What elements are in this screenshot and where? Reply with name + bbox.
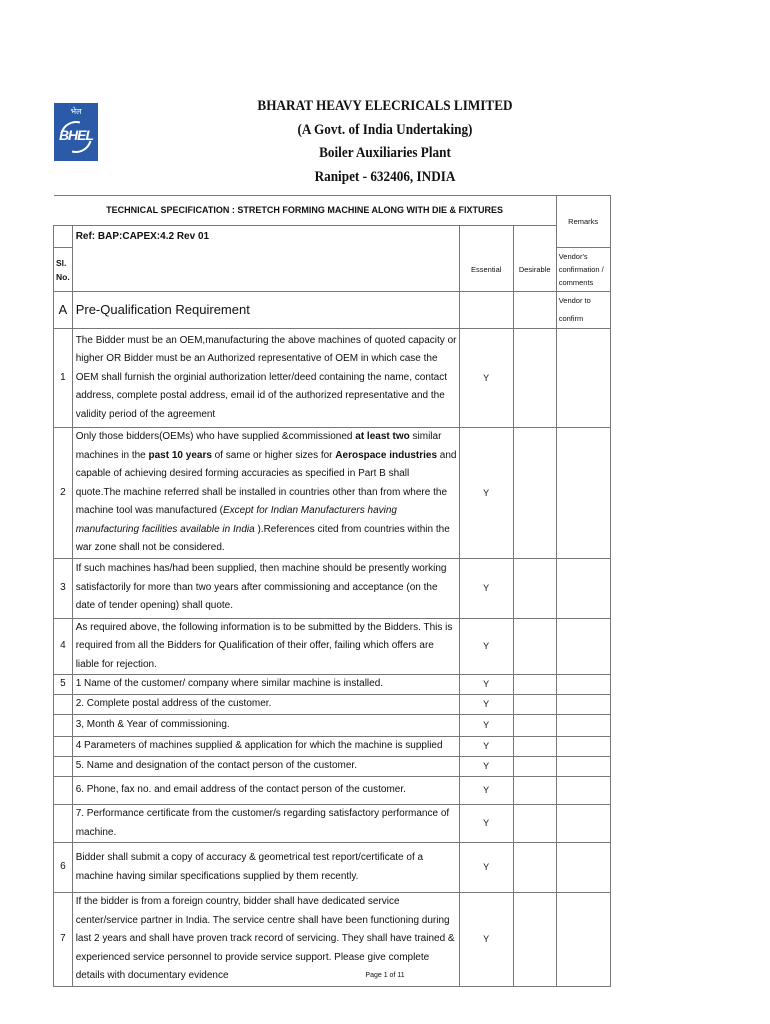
desirable-header: Desirable xyxy=(513,248,556,292)
reference-number: Ref: BAP:CAPEX:4.2 Rev 01 xyxy=(72,226,459,248)
page-number: Page 1 of 11 xyxy=(365,972,405,979)
table-row: 2 Only those bidders(OEMs) who have supplied &commissioned at least two similar machines in the past 10 years of same or higher sizes for Aerospace industries and capable of achieving desired forming accuracies as specified in Part B shall quote.The machine referred shall be installed in countries other than from where the machine tool was manufactured (Except for Indian Manufacturers having manufacturing facilities available in India ).References cited from countries within the war zone shall not be considered. Y xyxy=(54,428,611,559)
item-5-line-6: 6. Phone, fax no. and email address of the contact person of the customer. xyxy=(72,777,459,805)
section-a-title: Pre-Qualification Requirement xyxy=(72,292,459,329)
item-5-line-7: 7. Performance certificate from the customer/s regarding satisfactory performance of machine. xyxy=(72,805,459,843)
item-5-line-3: 3, Month & Year of commissioning. xyxy=(72,715,459,737)
item-1-text: The Bidder must be an OEM,manufacturing the above machines of quoted capacity or higher OR Bidder must be an Authorized representative of OEM in which case the OEM shall furnish the orginial authorization letter/deed containing the name, contact address, complete postal address, email id of the authorized representative and the validity period of the agreement xyxy=(72,329,459,428)
plant-address: Ranipet - 632406, INDIA xyxy=(314,168,456,185)
spec-title: TECHNICAL SPECIFICATION : STRETCH FORMING MACHINE ALONG WITH DIE & FIXTURES xyxy=(54,196,557,226)
logo-mark-text: BHEL xyxy=(58,127,94,143)
vendor-comments-header: Vendor's confirmation / comments xyxy=(556,248,610,292)
item-5-line-5: 5. Name and designation of the contact person of the customer. xyxy=(72,757,459,777)
table-row: 4 As required above, the following information is to be submitted by the Bidders. This is required from all the Bidders for Qualification of their offer, failing which offers are liable for rejection. Y xyxy=(54,618,611,675)
plant-name: Boiler Auxiliaries Plant xyxy=(319,145,451,161)
table-row: 6 Bidder shall submit a copy of accuracy & geometrical test report/certificate of a machine having similar specifications supplied by them recently. Y xyxy=(54,843,611,893)
table-row: 5 1 Name of the customer/ company where similar machine is installed. Y xyxy=(54,675,611,695)
company-subtitle: (A Govt. of India Undertaking) xyxy=(297,121,473,138)
table-row: 7. Performance certificate from the customer/s regarding satisfactory performance of machine. Y xyxy=(54,805,611,843)
item-2-text: Only those bidders(OEMs) who have supplied &commissioned at least two similar machines in the past 10 years of same or higher sizes for Aerospace industries and capable of achieving desired forming accuracies as specified in Part B shall quote.The machine referred shall be installed in countries other than from where the machine tool was manufactured (Except for Indian Manufacturers having manufacturing facilities available in India ).References cited from countries within the war zone shall not be considered. xyxy=(72,428,459,559)
logo-hindi-text: भेल xyxy=(70,107,82,116)
bhel-logo xyxy=(54,103,98,161)
spec-table xyxy=(53,195,611,987)
item-3-text: If such machines has/had been supplied, then machine should be presently working satisfactorily for more than two years after commissioning and acceptance (on the date of tender opening) shall quote. xyxy=(72,558,459,618)
item-4-text: As required above, the following information is to be submitted by the Bidders. This is required from all the Bidders for Qualification of their offer, failing which offers are liable for rejection. xyxy=(72,618,459,675)
table-row: 5. Name and designation of the contact person of the customer. Y xyxy=(54,757,611,777)
item-5-line-2: 2. Complete postal address of the customer. xyxy=(72,695,459,715)
table-row: 6. Phone, fax no. and email address of the contact person of the customer. Y xyxy=(54,777,611,805)
table-row: 3, Month & Year of commissioning. Y xyxy=(54,715,611,737)
item-7-text: If the bidder is from a foreign country, bidder shall have dedicated service center/service partner in India. The service centre shall have been functioning during last 2 years and shall have proven track record of servicing. They shall have trained & experienced service personnel to provide service support. Please give complete details with documentary evidence xyxy=(72,893,459,987)
table-row: 1 The Bidder must be an OEM,manufacturing the above machines of quoted capacity or higher OR Bidder must be an Authorized representative of OEM in which case the OEM shall furnish the orginial authorization letter/deed containing the name, contact address, complete postal address, email id of the authorized representative and the validity period of the agreement Y xyxy=(54,329,611,428)
sl-no-header: Sl. No. xyxy=(54,248,73,292)
item-5-line-4: 4 Parameters of machines supplied & application for which the machine is supplied xyxy=(72,737,459,757)
remarks-header: Remarks xyxy=(556,196,610,248)
section-a-letter: A xyxy=(54,292,73,329)
item-6-text: Bidder shall submit a copy of accuracy & geometrical test report/certificate of a machine having similar specifications supplied by them recently. xyxy=(72,843,459,893)
table-row: 4 Parameters of machines supplied & application for which the machine is supplied Y xyxy=(54,737,611,757)
section-a-remark: Vendor to confirm xyxy=(556,292,610,329)
table-row: 7 If the bidder is from a foreign country, bidder shall have dedicated service center/service partner in India. The service centre shall have been functioning during last 2 years and shall have proven track record of servicing. They shall have trained & experienced service personnel to provide service support. Please give complete details with documentary evidence Y xyxy=(54,893,611,987)
item-5-line-1: 1 Name of the customer/ company where similar machine is installed. xyxy=(72,675,459,695)
table-row: 2. Complete postal address of the customer. Y xyxy=(54,695,611,715)
table-row: 3 If such machines has/had been supplied, then machine should be presently working satisfactorily for more than two years after commissioning and acceptance (on the date of tender opening) shall quote. Y xyxy=(54,558,611,618)
company-header xyxy=(187,95,583,189)
company-name: BHARAT HEAVY ELECRICALS LIMITED xyxy=(257,98,513,114)
essential-header: Essential xyxy=(459,248,513,292)
